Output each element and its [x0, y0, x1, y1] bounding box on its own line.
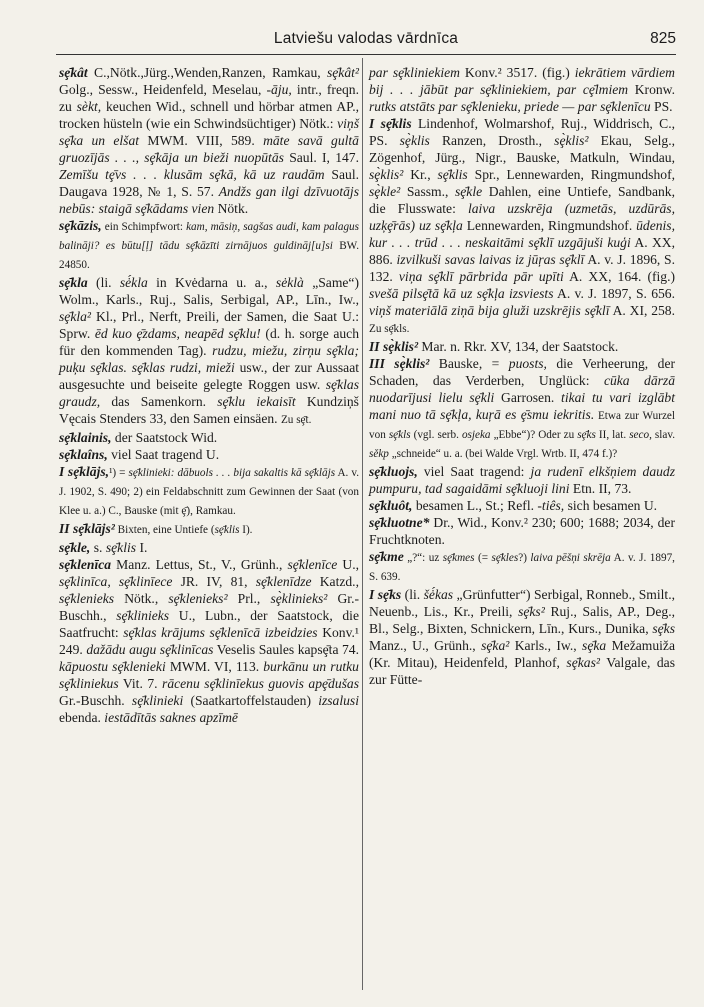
entry-text: Lindenhof, Wolmarshof, Ruj., Widdrisch, C., PS.	[369, 116, 675, 148]
entry-text: ēd kuo ȩ̄zdams, neapēd sȩ̄klu!	[94, 326, 261, 341]
entry-headword: sȩ̄kluojs,	[369, 464, 418, 479]
entry-text: viņš sȩ̄ka un elšat	[59, 116, 359, 148]
entry-headword: sȩ̄kluotne*	[369, 515, 430, 530]
entry-text: rācenu sȩ̄klinīekus guovis apȩ̄dušas	[162, 676, 359, 691]
dictionary-entry	[369, 586, 675, 688]
entry-text: Gr.-Buschh.	[59, 693, 132, 708]
entry-text: Zemīšu tȩ̄vs . . . klusām sȩ̄kā, kā uz raudām	[59, 167, 325, 182]
entry-text: sȩ̄ka	[582, 638, 607, 653]
entry-text: sȩ̄klas krājums sȩ̄klenīcā izbeidzies	[123, 625, 318, 640]
entry-text: Sassm.,	[400, 184, 455, 199]
dictionary-entry	[369, 115, 675, 338]
entry-text: Nötk.,	[114, 591, 169, 606]
entry-text: (=	[474, 552, 492, 564]
entry-text: Mar. n. Rkr. XV, 134, der Saatstock.	[418, 339, 619, 354]
entry-text: iekrātiem vārdiem bij . . . jābūt par sȩ̄kliniekiem, par cȩ̄lmiem	[369, 65, 675, 97]
entry-text: MWM. VI, 113.	[165, 659, 264, 674]
entry-text: Spr., Lennewarden, Ringmundshof,	[467, 167, 675, 182]
entry-headword: III sȩ̀klis²	[369, 356, 430, 371]
entry-text: A. XI, 258.	[609, 303, 675, 318]
entry-text: osjeka	[461, 429, 491, 441]
entry-headword: sȩ̄kla	[59, 275, 88, 290]
entry-text: sȩ̄kât²	[326, 65, 359, 80]
entry-text: sěkp	[369, 448, 389, 460]
entry-text: Valgale, das zur Fütte-	[369, 655, 675, 687]
entry-text: „Grünfutter“) Serbigal, Ronneb., Smilt., Neuenb., Lis., Kr., Preili,	[369, 587, 675, 619]
entry-text: (li.	[87, 275, 120, 290]
dictionary-entry	[59, 556, 359, 726]
entry-text: māte savā gultā gruozījās . . ., sȩ̄kāja un bieži nuopūtās	[59, 133, 359, 165]
entry-text: sȩ̄klenieks	[59, 591, 115, 606]
entry-text: usw., der zur Aussaat ausgesuchte und beiseite gelegte Roggen usw.	[59, 360, 359, 392]
entry-text: sȩ̄kas²	[566, 655, 600, 670]
dictionary-entry	[369, 548, 675, 586]
entry-text: sȩ̄kls	[388, 429, 411, 441]
entry-text: -āju,	[266, 82, 292, 97]
entry-text: sȩ̄kla²	[59, 309, 92, 324]
entry-text: sèkt,	[76, 99, 102, 114]
entry-text: PS.	[650, 99, 673, 114]
entry-text: A. v. J. 1902, S. 490; 2) ein Feldabschnitt zum Gewinnen der Saat (von Klee u. a.) C., Bauske (mit ȩ̄), Ramkau.	[59, 467, 360, 517]
entry-text: sȩ̄klis	[214, 524, 240, 536]
entry-headword: I sȩ̄klis	[369, 116, 412, 131]
entry-text: Kronw.	[628, 82, 676, 97]
entry-text: (Saatkartoffelstauden)	[183, 693, 319, 708]
entry-text: A. XX, 164. (fig.)	[563, 269, 676, 284]
entry-text: kāpuostu sȩ̄klenieki	[59, 659, 166, 674]
entry-text: (li.	[401, 587, 424, 602]
entry-text: viņš materiālā ziņā bija gluži uzskrējis sȩ̄klī	[369, 303, 610, 318]
entry-text: ja rudenī elkšņiem daudz pumpuru, tad sagaidāmi sȩ̄kluoji lini	[369, 464, 676, 496]
entry-text: I.	[136, 540, 148, 555]
entry-text: izvilkuši savas laivas iz jūŗas sȩ̄klī	[396, 252, 585, 267]
entry-text: das Samenkorn.	[100, 394, 218, 409]
dictionary-entry	[369, 497, 675, 514]
entry-text: šė́kas	[423, 587, 454, 602]
entry-text: keuchen Wid., schnell und hörbar atmen AP., trocken hüsteln (wie ein Schwindsüchtiger) Nötk.:	[59, 99, 359, 131]
entry-text: dažādu augu sȩ̄klinīcas	[86, 642, 214, 657]
entry-text: sėklà	[275, 275, 304, 290]
running-title: Latviešu valodas vārdnīca	[273, 30, 459, 47]
entry-text: Etwa zur Wurzel von	[369, 410, 675, 441]
entry-text: sȩ̀klinieks²	[270, 591, 328, 606]
entry-headword: sȩ̄kme	[369, 549, 404, 564]
entry-text: die Verheerung, der Schaden, das Verderben, Unglück:	[369, 356, 676, 388]
entry-headword: II sȩ̄klājs²	[59, 521, 115, 536]
entry-text: Etn. II, 73.	[569, 481, 632, 496]
entry-text: „?“: uz	[403, 552, 443, 564]
dictionary-entry	[59, 274, 359, 429]
entry-text: Manz., U., Grünh.,	[369, 638, 482, 653]
entry-text: sė́kla	[119, 275, 148, 290]
entry-text: A. XX, 886.	[369, 235, 675, 267]
entry-text: sȩ̄klenīdze	[255, 574, 312, 589]
page-header	[56, 30, 676, 56]
entry-text: tikai tu vari izglābt mani nuo tā sȩ̄kļa, kuŗā es ȩ̄smu iekritis.	[369, 390, 675, 422]
entry-text: izsalusi	[318, 693, 359, 708]
entry-text: laiva uzskrēja (uzmetās, uzdūrās, uzķȩ̄rās) uz sȩ̄kļa	[369, 201, 675, 233]
entry-text: (vgl. serb.	[410, 429, 462, 441]
entry-text: Bixten, eine Untiefe (	[114, 524, 215, 536]
entry-text: puosts,	[508, 356, 547, 371]
entry-text: der Saatstock Wid.	[111, 430, 218, 445]
entry-text: sȩ̄klu iekaisīt	[217, 394, 296, 409]
dictionary-entry	[59, 520, 359, 539]
entry-text: „Same“) Wolm., Karls., Ruj., Salis, Serbigal, AP., Līn., Iw.,	[59, 275, 359, 307]
entry-text: JR. IV, 81,	[172, 574, 256, 589]
entry-text: „Ebbe“)? Oder zu	[490, 429, 578, 441]
column-divider	[362, 58, 363, 990]
entry-text: sȩ̄klas graudz,	[59, 377, 359, 409]
entry-text: sȩ̄klinieks	[116, 608, 170, 623]
dictionary-entry	[369, 355, 675, 463]
entry-text: Veselis Saules kapsȩ̄ta 74.	[213, 642, 359, 657]
entry-text: viņa sȩ̄klī pārbrida pār upīti	[398, 269, 564, 284]
entry-text: Ruj., Salis, AP., Deg., Bl., Selg., Bixten, Schnickern, Līn., Kurs., Dunika,	[369, 604, 676, 636]
entry-text: svešā pilsȩ̄tā kā uz sȩ̄kļa izsviests	[369, 286, 554, 301]
entry-text: sȩ̄klinieki: dābuols . . . bija sakaltis kā sȩ̄klājs	[128, 467, 336, 479]
entry-text: seco,	[629, 429, 652, 441]
entry-text: viel Saat tragend:	[417, 464, 531, 479]
entry-text: BW. 24850.	[59, 240, 359, 271]
entry-text: A. v. J. 1897, S. 639.	[369, 552, 675, 583]
entry-text: Dahlen, eine Untiefe, Sandbank, die Flusswate:	[369, 184, 675, 216]
entry-text: in Kvėdarna u. a.,	[147, 275, 276, 290]
entry-headword: sȩ̄kât	[59, 65, 88, 80]
entry-text: Saul. Daugava 1928, № 1, S. 57.	[59, 167, 359, 199]
entry-text: sȩ̄klenīce	[287, 557, 338, 572]
entry-text: sȩ̄ka²	[481, 638, 510, 653]
dictionary-entry	[59, 429, 359, 446]
entry-text: sȩ̄ks²	[518, 604, 545, 619]
entry-text: Andžs gan ilgi dzīvuotājs nebūs: staigā sȩ̄kādams vien	[59, 184, 359, 216]
entry-text: Nötk.	[214, 201, 249, 216]
entry-text: sȩ̄klinīca, sȩ̄klinīece	[59, 574, 173, 589]
entry-text: ebenda.	[59, 710, 105, 725]
entry-text: sȩ̄kles	[491, 552, 519, 564]
entry-text: Dr., Wid., Konv.² 230; 600; 1688; 2034, der Fruchtknoten.	[369, 515, 675, 547]
dictionary-entry	[369, 514, 675, 548]
entry-headword: II sȩ̀klis²	[369, 339, 419, 354]
entry-headword: sȩ̄kāzis,	[59, 218, 102, 233]
entry-headword: I sȩ̄ks	[369, 587, 402, 602]
entry-text: Konv.¹ 249.	[59, 625, 359, 657]
entry-text: Lennewarden, Ringmundshof.	[462, 218, 637, 233]
entry-text: sȩ̄klenieks²	[168, 591, 228, 606]
entry-text: Kl., Prl., Nerft, Preili, der Samen, die Saat U.: Sprw.	[59, 309, 359, 341]
entry-text: (d. h. sorge auch für den kommenden Tag).	[59, 326, 360, 358]
dictionary-entry	[369, 463, 675, 497]
entry-text: A. v. J. 1896, S. 132.	[369, 252, 676, 284]
dictionary-entry	[59, 64, 359, 217]
entry-text: s.	[90, 540, 106, 555]
entry-text: sȩ̄klis	[105, 540, 137, 555]
entry-text: ?)	[518, 552, 531, 564]
entry-text: Karls., Iw.,	[509, 638, 583, 653]
entry-headword: sȩ̄klainis,	[59, 430, 112, 445]
entry-text: U.,	[337, 557, 359, 572]
entry-text: sȩ̀klis²	[554, 133, 589, 148]
entry-text: sȩ̀klis²	[369, 167, 404, 182]
entry-text: sȩ̄ks	[577, 429, 596, 441]
entry-headword: sȩ̄kluôt,	[369, 498, 413, 513]
entry-text: sȩ̄kmes	[442, 552, 475, 564]
entry-text: besamen L., St.; Refl.	[412, 498, 538, 513]
entry-text: Bauske, =	[429, 356, 509, 371]
entry-text: laiva pēšņi skrēja	[530, 552, 611, 564]
entry-text: sich besamen U.	[564, 498, 658, 513]
dictionary-entry	[59, 463, 359, 520]
entry-text: MWM. VIII, 589.	[139, 133, 264, 148]
entry-text: Gr.-Buschh.,	[59, 591, 359, 623]
entry-text: rudzu, miežu, zirņu sȩ̄kla; puķu sȩ̄klas. sȩ̄klas rudzi, mieži	[59, 343, 359, 375]
entry-text: sȩ̀kle²	[369, 184, 401, 199]
entry-text: Kr.,	[403, 167, 438, 182]
entry-text: U., Lubn., der Saatstock, die Saatfrucht:	[59, 608, 359, 640]
entry-text: viel Saat tragend U.	[107, 447, 220, 462]
entry-text: Golg., Sessw., Heidenfeld, Meselau,	[59, 82, 267, 97]
entry-text: rutks atstāts par sȩ̄klenieku, priede — par sȩ̄klenīcu	[369, 99, 651, 114]
entry-text: intr., freqn. zu	[59, 82, 359, 114]
entry-headword: sȩ̄klaîns,	[59, 447, 108, 462]
entry-text: ein Schimpfwort:	[101, 221, 187, 233]
entry-text: iestādītās saknes apzīmē	[104, 710, 238, 725]
entry-text: Vit. 7.	[118, 676, 163, 691]
entry-text: par sȩ̄kliniekiem	[369, 65, 460, 80]
entry-text: Prl.,	[227, 591, 271, 606]
right-column	[369, 64, 675, 688]
entry-text: Konv.² 3517. (fig.)	[460, 65, 575, 80]
entry-text: „schneide“ u. a. (bei Walde Vrgl. Wrtb. II, 474 f.)?	[388, 448, 618, 460]
entry-text: Kundziņš Vęcais Stenders 33, den Samen einsäen.	[59, 394, 359, 426]
entry-text: Zu sȩ̄kls.	[369, 323, 410, 335]
left-column	[59, 64, 359, 726]
entry-headword: sȩ̄klenīca	[59, 557, 112, 572]
dictionary-entry	[59, 217, 359, 274]
entry-text: cūka dārzā nuodarījusi lielu sȩ̄kli	[369, 373, 676, 405]
dictionary-entry	[59, 446, 359, 463]
dictionary-entry	[369, 64, 675, 115]
entry-text: Manz. Lettus, St., V., Grünh.,	[111, 557, 288, 572]
entry-text: burkānu un rutku sȩ̄kliniekus	[59, 659, 359, 691]
entry-text: Saul. I, 147.	[283, 150, 359, 165]
entry-text: Ekau, Selg., Zögenhof, Jürg., Nigr., Bauske, Matkuln, Windau,	[369, 133, 675, 165]
entry-text: Ranzen, Drosth.,	[429, 133, 555, 148]
header-rule	[56, 54, 676, 55]
entry-text: sȩ̄kle	[454, 184, 483, 199]
entry-text: sȩ̄klis	[437, 167, 468, 182]
entry-text: Katzd.,	[311, 574, 359, 589]
entry-text: Zu sȩ̄t.	[280, 414, 312, 426]
entry-text: ūdenis, kur . . . trūd . . . neskaitāmi sȩ̄klī uzgājuši kuģi	[369, 218, 675, 250]
dictionary-entry	[369, 338, 675, 355]
entry-text: sȩ̄ks	[652, 621, 675, 636]
entry-text: sȩ̄klinieki	[131, 693, 184, 708]
entry-headword: I sȩ̄klājs,	[59, 464, 110, 479]
entry-text: Mežamuiža (Kr. Mitau), Heidenfeld, Planhof,	[369, 638, 675, 670]
entry-text: C.,Nötk.,Jürg.,Wenden,Ranzen, Ramkau,	[87, 65, 327, 80]
entry-text: I).	[239, 524, 253, 536]
entry-text: -tiês,	[537, 498, 565, 513]
entry-text: A. v. J. 1897, S. 656.	[553, 286, 675, 301]
entry-text: kam, māsiņ, sagšas audi, kam palagus balināji? es būtu[ļ] tādu sȩ̄kāzīti zirnājuos guldināj[u]si	[59, 221, 359, 252]
entry-text: ¹) =	[109, 467, 129, 479]
dictionary-entry	[59, 539, 359, 556]
page-number: 825	[650, 30, 676, 47]
entry-headword: sȩ̄kle,	[59, 540, 91, 555]
entry-text: Garrosen.	[494, 390, 562, 405]
entry-text: sȩ̀klis	[399, 133, 430, 148]
entry-text: II, lat.	[595, 429, 630, 441]
entry-text: slav.	[651, 429, 675, 441]
